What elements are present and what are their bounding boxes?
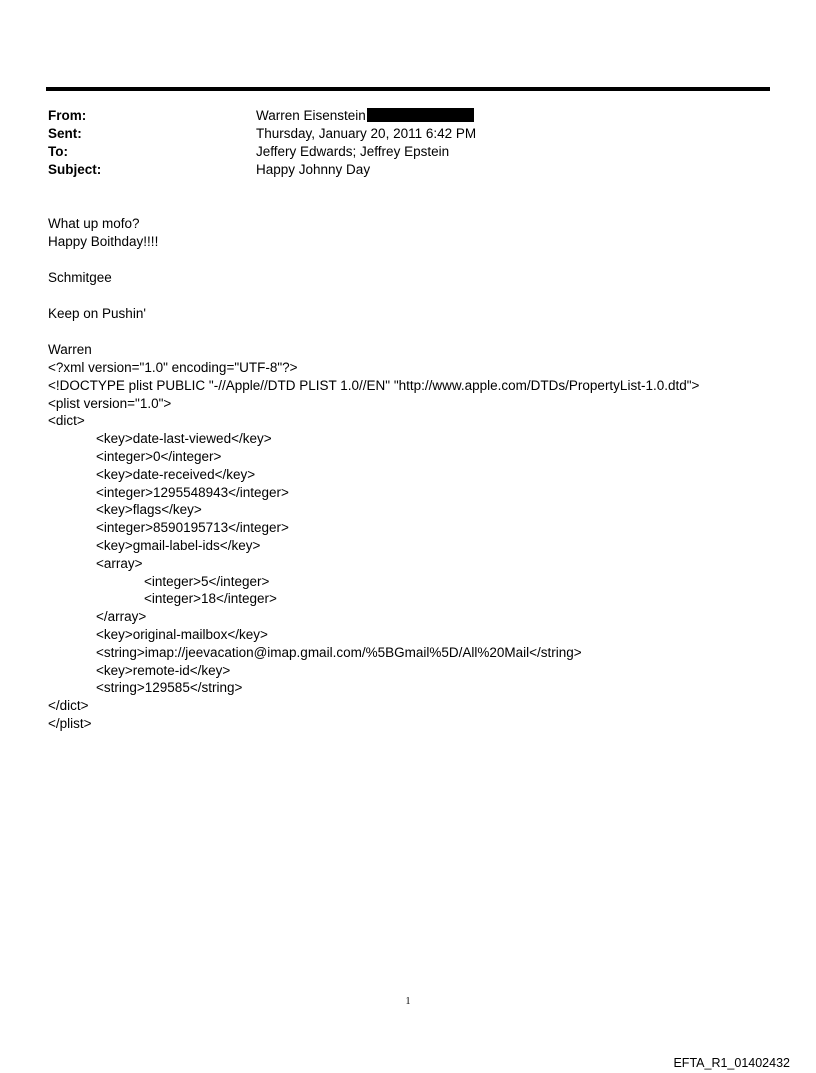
document-id: EFTA_R1_01402432 [673,1056,790,1070]
body-line: What up mofo? [48,216,140,231]
plist-line: <integer>5</integer> [144,573,270,589]
plist-line: <string>129585</string> [96,680,243,696]
plist-line: <string>imap://jeevacation@imap.gmail.com/%5BGmail%5D/All%20Mail</string> [96,644,582,660]
body-line: Schmitgee [48,270,112,285]
subject-value: Happy Johnny Day [256,162,371,177]
redaction-block [367,108,474,122]
plist-line: </array> [96,609,147,625]
plist-line: <dict> [48,413,85,429]
header-rule [46,87,770,91]
plist-line: <?xml version="1.0" encoding="UTF-8"?> [48,360,298,375]
plist-line: <plist version="1.0"> [48,395,172,411]
subject-label: Subject: [48,162,102,177]
plist-line: <integer>0</integer> [96,448,222,464]
plist-line: <key>gmail-label-ids</key> [96,537,261,553]
plist-line: <integer>1295548943</integer> [96,484,289,500]
signature: Warren [48,342,92,357]
plist-line: <array> [96,555,143,571]
plist-line: <key>flags</key> [96,502,202,518]
plist-line: <key>original-mailbox</key> [96,626,268,642]
sent-label: Sent: [48,126,82,141]
email-body [48,215,158,359]
plist-line: </dict> [48,698,89,714]
to-label: To: [48,144,68,159]
from-label: From: [48,108,87,123]
plist-line: <key>remote-id</key> [96,662,231,678]
plist-line: <integer>8590195713</integer> [96,520,289,536]
sent-value: Thursday, January 20, 2011 6:42 PM [256,126,477,141]
body-line: Happy Boithday!!!! [48,234,159,249]
from-value-wrap [256,107,474,125]
plist-line: <key>date-received</key> [96,466,256,482]
from-value: Warren Eisenstein [256,108,366,123]
to-value: Jeffery Edwards; Jeffrey Epstein [256,144,450,159]
plist-block [48,359,699,733]
plist-line: </plist> [48,715,92,731]
plist-line: <!DOCTYPE plist PUBLIC "-//Apple//DTD PLIST 1.0//EN" "http://www.apple.com/DTDs/PropertyList-1.0.dtd"> [48,377,700,393]
body-line: Keep on Pushin' [48,306,146,321]
plist-line: <key>date-last-viewed</key> [96,431,272,447]
page-number: 1 [405,996,411,1007]
plist-line: <integer>18</integer> [144,591,277,607]
